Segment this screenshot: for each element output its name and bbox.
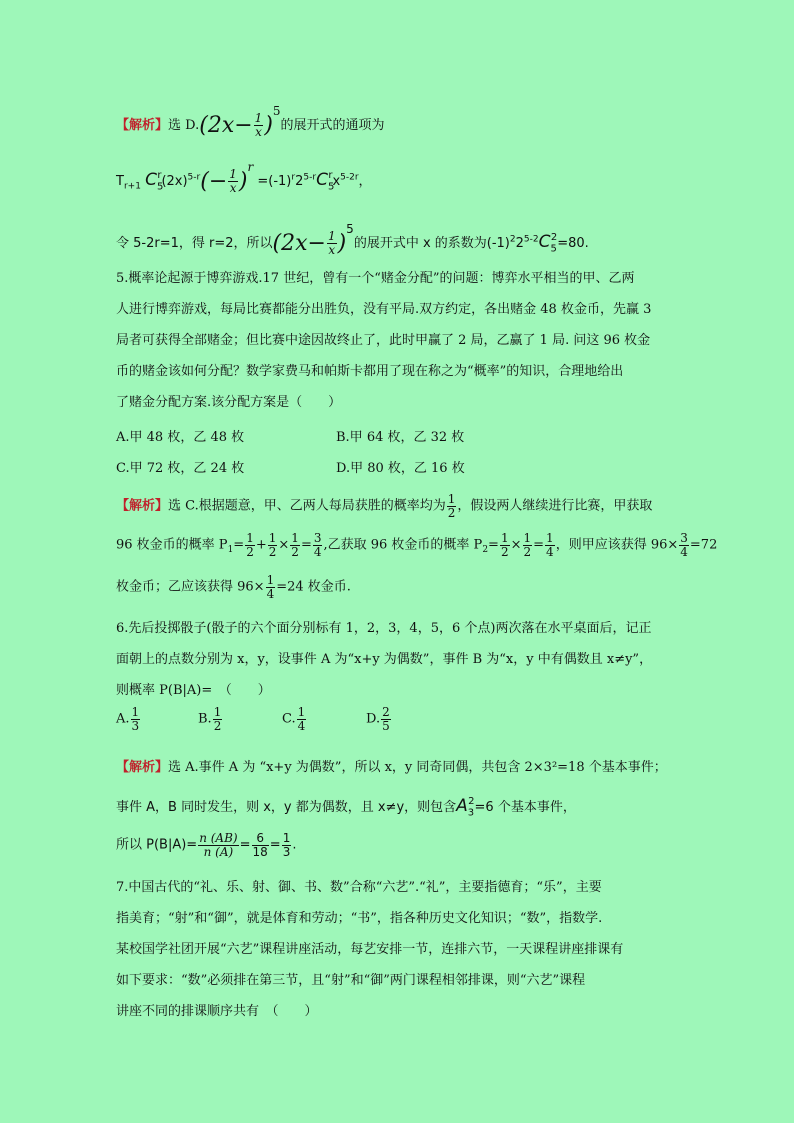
- fraction: $\frac{3}{4}$: [313, 531, 322, 559]
- math-paren: ): [337, 231, 347, 256]
- text: 选 D.: [168, 118, 200, 133]
- math-expr: (2x−: [272, 231, 326, 256]
- math-paren: ): [238, 169, 248, 194]
- fraction: $\frac{6}{18}$: [252, 831, 268, 859]
- text: 96 枚金币的概率 P: [116, 537, 228, 553]
- q6-line: 面朝上的点数分别为 x，y，设事件 A 为“x+y 为偶数”，事件 B 为“x，y 中有偶数且 x≠y”，: [116, 652, 653, 667]
- binomial-coefficient: $C_5^r$: [316, 170, 335, 193]
- q5-line: 局者可获得全部赌金；但比赛中途因故终止了，此时甲赢了 2 局，乙赢了 1 局. 问这 96 枚金: [116, 333, 651, 348]
- exponent: r: [291, 172, 296, 183]
- q5-solution-line-1: [116, 493, 652, 519]
- q5-option-b: B.甲 64 枚，乙 32 枚: [336, 430, 465, 445]
- exponent: r: [247, 160, 254, 174]
- text: 所以 P(B|A)=: [116, 837, 198, 853]
- text: =: [269, 837, 281, 853]
- fraction: $\frac{1}{4}$: [546, 531, 554, 559]
- exponent: 5-2r: [340, 172, 359, 183]
- fraction: $\frac{1}{x}$: [327, 229, 336, 257]
- exponent: 5-r: [187, 172, 201, 183]
- q7-line: 7.中国古代的“礼、乐、射、御、书、数”合称“六艺”.“礼”，主要指德育；“乐”，主要: [116, 880, 602, 895]
- text: =80.: [557, 236, 589, 251]
- q5-line: 了赌金分配方案.该分配方案是（ ）: [116, 395, 342, 410]
- solution-tag: 【解析】: [116, 760, 169, 775]
- text: ,乙获取 96 枚金币的概率 P: [323, 537, 483, 553]
- text: 2: [515, 236, 524, 251]
- permutation-symbol: $A_3^2$: [456, 796, 475, 819]
- exponent: 5: [346, 222, 354, 236]
- text: =72: [689, 537, 718, 553]
- q4-solution-line-1: [116, 104, 385, 139]
- fraction: $\frac{n (AB)}{n (A)}$: [199, 831, 238, 859]
- fraction: $\frac{1}{x}$: [229, 167, 237, 195]
- text: 事件 A，B 同时发生，则 x，y 都为偶数，且 x≠y，则包含: [116, 800, 457, 815]
- fraction: $\frac{1}{x}$: [254, 111, 263, 139]
- text: =: [239, 837, 251, 853]
- fraction: $\frac{1}{2}$: [246, 531, 254, 559]
- fraction: $\frac{1}{2}$: [291, 531, 299, 559]
- fraction: $\frac{1}{2}$: [447, 492, 456, 520]
- q5-line: 币的赌金该如何分配？数学家费马和帕斯卡都用了现在称之为“概率”的知识，合理地给出: [116, 364, 624, 379]
- q6-solution-line-3: [116, 832, 296, 858]
- exponent: 5-2: [523, 234, 539, 245]
- text: T: [116, 174, 124, 189]
- q6-line: 则概率 P(B|A)= （ ）: [116, 683, 271, 698]
- exponent: 2: [509, 234, 516, 245]
- text: 2: [295, 174, 304, 189]
- binomial-coefficient: $C_5^2$: [538, 232, 558, 255]
- math-paren: ): [264, 113, 273, 138]
- text: ，: [358, 174, 372, 189]
- q7-line: 讲座不同的排课顺序共有 （ ）: [116, 1004, 318, 1019]
- fraction: $\frac{3}{4}$: [680, 531, 688, 559]
- q7-line: 如下要求：“数”必须排在第三节，且“射”和“御”两门课程相邻排课，则“六艺”课程: [116, 973, 586, 988]
- fraction: $\frac{1}{2}$: [523, 531, 532, 559]
- text: 选 A.事件 A 为 “x+y 为偶数”，所以 x，y 同奇同偶，共包含 2×3²=18 个基本事件；: [168, 760, 667, 775]
- text: ，则甲应该获得 96×: [555, 537, 679, 553]
- q6-solution-line-2: [116, 796, 576, 818]
- q4-solution-line-3: [116, 222, 589, 257]
- fraction: $\frac{1}{2}$: [268, 531, 277, 559]
- text: 的展开式的通项为: [280, 118, 385, 133]
- q7-line: 某校国学社团开展“六艺”课程讲座活动，每艺安排一节，连排六节，一天课程讲座排课有: [116, 942, 624, 957]
- q6-option-a: A. $\frac{1}{3}$: [116, 705, 140, 733]
- text: =6 个基本事件，: [474, 800, 576, 815]
- math-paren: (−: [200, 169, 228, 194]
- q6-option-c: C. $\frac{1}{4}$: [282, 705, 306, 733]
- text: 令 5-2r=1，得 r=2，所以: [116, 236, 273, 251]
- q5-line: 5.概率论起源于博弈游戏.17 世纪，曾有一个“赌金分配”的问题：博弈水平相当的甲、乙两: [116, 271, 635, 286]
- text: (2x): [161, 174, 188, 189]
- q6-line: 6.先后投掷骰子(骰子的六个面分别标有 1，2，3，4，5，6 个点)两次落在水平桌面后，记正: [116, 621, 652, 636]
- q5-solution-line-2: 96 枚金币的概率 $P_1=$ $\frac{1}{2}$ + $\frac{1}{2}$ × $\frac{1}{2}$ = $\frac{3}{4}$ ,乙获取 96 枚金币的概率 $P_2=$ $\frac{1}{2}$ × $\frac{1}{2}$ = $\frac{1}{4}$ ，则甲应该获得 96× $\frac{3}{4}$ =72: [116, 531, 718, 559]
- subscript: 1: [227, 545, 234, 556]
- text: .: [292, 837, 297, 853]
- text: ，假设两人继续进行比赛，甲获取: [457, 498, 653, 514]
- text: 选 C.根据题意，甲、乙两人每局获胜的概率均为: [168, 498, 446, 514]
- text: =24 枚金币.: [276, 579, 351, 595]
- fraction: $\frac{1}{4}$: [266, 573, 275, 601]
- text: 枚金币；乙应该获得 96×: [116, 579, 265, 595]
- text: 的展开式中 x 的系数为(-1): [353, 236, 510, 251]
- solution-tag: 【解析】: [116, 498, 169, 514]
- q4-solution-line-2: [116, 160, 372, 195]
- subscript: r+1: [123, 181, 141, 192]
- exponent: 5: [272, 104, 281, 118]
- text: x: [332, 174, 341, 189]
- q5-option-a: A.甲 48 枚，乙 48 枚: [116, 430, 245, 445]
- q5-line: 人进行博弈游戏，每局比赛都能分出胜负，没有平局.双方约定，各出赌金 48 枚金币，先赢 3: [116, 302, 652, 317]
- subscript: 2: [482, 545, 489, 556]
- solution-tag: 【解析】: [116, 118, 169, 133]
- q5-option-d: D.甲 80 枚，乙 16 枚: [336, 461, 465, 476]
- fraction: $\frac{1}{3}$: [282, 831, 291, 859]
- q6-solution-line-1: [116, 756, 667, 775]
- math-expr: (2x−: [199, 113, 253, 138]
- q7-line: 指美育；“射”和“御”，就是体育和劳动；“书”，指各种历史文化知识；“数”，指数学.: [116, 911, 603, 926]
- exponent: 5-r: [303, 172, 317, 183]
- q6-option-b: B. $\frac{1}{2}$: [198, 705, 222, 733]
- binomial-coefficient: $C_5^r$: [145, 170, 164, 193]
- fraction: $\frac{1}{2}$: [500, 531, 509, 559]
- text: =(-1): [253, 174, 292, 189]
- q5-option-c: C.甲 72 枚，乙 24 枚: [116, 461, 245, 476]
- q5-solution-line-3: [116, 574, 351, 600]
- q6-option-d: D. $\frac{2}{5}$: [366, 705, 390, 733]
